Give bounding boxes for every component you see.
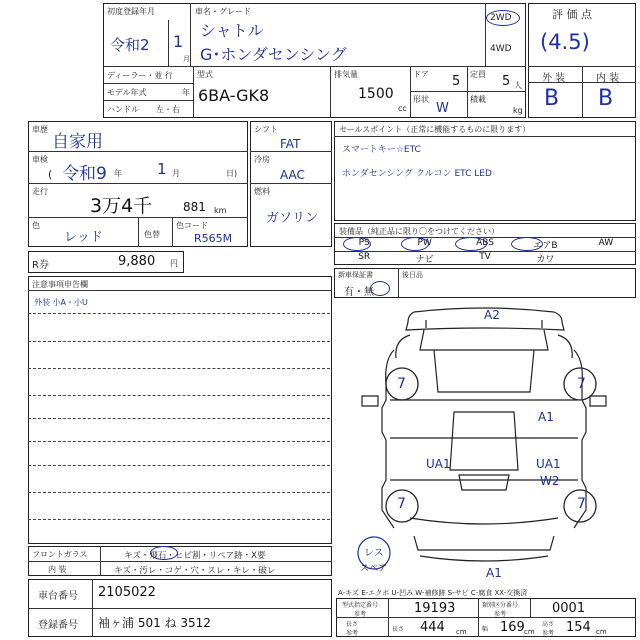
damage-legend: A-キズ E-エクボ U-凹み W-補修跡 S-サビ C-腐食 XX-交換済 bbox=[338, 589, 528, 597]
grade-title: 評 価 点 bbox=[552, 8, 592, 21]
fuel-value: ガソリン bbox=[266, 211, 319, 226]
model-year-unit: 年 bbox=[182, 88, 190, 97]
interior-label: 内 装 bbox=[596, 73, 620, 84]
mark-wheel-fl: 7 bbox=[397, 376, 406, 392]
first-reg-label: 初度登録年月 bbox=[107, 7, 155, 16]
usage-label: 車歴 bbox=[32, 125, 48, 134]
grade-score: (4.5) bbox=[540, 30, 590, 54]
handle-lr: 左・右 bbox=[156, 105, 180, 114]
sales-points-line2: ホンダセンシング クルコン ETC LED bbox=[342, 169, 492, 179]
fuel-label: 燃料 bbox=[254, 187, 270, 196]
recycle-label: R券 bbox=[32, 260, 49, 271]
interior-condition-label: 内 装 bbox=[48, 565, 67, 574]
first-reg-month-unit: 月 bbox=[183, 55, 190, 63]
height-cm: cm bbox=[596, 628, 607, 636]
length-cm: cm bbox=[456, 628, 467, 636]
equipment-airbag: エアB bbox=[533, 241, 558, 251]
capacity-unit: 人 bbox=[514, 81, 522, 90]
shape-value: W bbox=[436, 101, 449, 116]
width-value: 169 bbox=[500, 620, 525, 635]
inspection-year-unit: 年 bbox=[114, 169, 122, 178]
paint-label: 色替 bbox=[144, 230, 160, 239]
sales-points-title: セールスポイント（正常に機能するものに限ります） bbox=[339, 125, 531, 134]
warranty-value: 有・無 bbox=[344, 287, 374, 298]
car-name: シャトル bbox=[200, 21, 264, 40]
chassis-label: 車台番号 bbox=[38, 591, 78, 602]
capacity-label: 定員 bbox=[470, 70, 486, 79]
length-ref: 参考 bbox=[346, 630, 359, 637]
first-reg-month: 1 bbox=[173, 32, 184, 51]
height-label: 高さ bbox=[542, 621, 555, 628]
mark-right-rear: W2 bbox=[540, 474, 560, 488]
category-no-label: 類別区分番号 bbox=[482, 602, 519, 609]
airbag-circle bbox=[511, 237, 543, 251]
equipment-ps: PS bbox=[358, 238, 370, 248]
car-grade: G･ホンダセンシング bbox=[200, 45, 347, 64]
height-value: 154 bbox=[566, 620, 591, 635]
exterior-label: 外 装 bbox=[542, 73, 566, 84]
equipment-title: 装備品（純正品に限り〇をつけてください） bbox=[339, 227, 499, 236]
spare-label: スペア bbox=[360, 564, 388, 574]
color-code-label: 色コード bbox=[176, 221, 208, 230]
mark-wheel-fr: 7 bbox=[577, 376, 586, 392]
equipment-leather: カワ bbox=[536, 255, 555, 265]
color-value: レッド bbox=[64, 230, 103, 245]
model-label: 型式 bbox=[197, 70, 213, 79]
equipment-tv: TV bbox=[479, 252, 491, 262]
category-no-value: 0001 bbox=[552, 601, 586, 616]
inspection-day-unit: 日) bbox=[226, 169, 238, 178]
equipment-aw: AW bbox=[598, 238, 614, 248]
mark-roof: A2 bbox=[484, 308, 500, 322]
handle-label: ハンドル bbox=[107, 105, 139, 114]
interior-condition-options: キズ・汚レ・コゲ・穴・スレ・キレ・破レ bbox=[114, 566, 276, 576]
exterior-value: B bbox=[544, 86, 560, 111]
model-year-label: モデル年式 bbox=[107, 88, 147, 97]
category-no-ref: 参考 bbox=[494, 611, 507, 618]
model-no-value: 19193 bbox=[414, 601, 456, 616]
model-no-label: 型式指定番号 bbox=[342, 602, 379, 609]
first-reg-era: 令和2 bbox=[110, 36, 150, 54]
mark-right-side: UA1 bbox=[536, 457, 561, 471]
equipment-abs: ABS bbox=[476, 238, 494, 248]
length-label: 長さ bbox=[346, 621, 359, 628]
spare-mark: レス bbox=[364, 548, 384, 559]
door-label: ドア bbox=[413, 70, 429, 79]
plate-value: 袖ヶ浦 501 ね 3512 bbox=[98, 616, 211, 630]
recycle-section bbox=[28, 251, 184, 273]
length-unit-label: 長さ bbox=[392, 626, 405, 633]
ac-label: 冷房 bbox=[254, 155, 270, 164]
inspection-month-unit: 月 bbox=[172, 169, 180, 178]
warranty-none-circle bbox=[370, 281, 390, 296]
ac-value: AAC bbox=[280, 168, 305, 182]
notes-title: 注意事項申告欄 bbox=[32, 280, 88, 289]
equipment-navi: ナビ bbox=[415, 255, 434, 265]
mark-wheel-rl: 7 bbox=[397, 496, 406, 512]
width-label: 幅 bbox=[482, 626, 489, 633]
equipment-row2 bbox=[334, 252, 636, 265]
warranty-label: 新車保証書 bbox=[338, 271, 373, 279]
inspection-label: 車検 bbox=[32, 155, 48, 164]
width-cm: cm bbox=[524, 628, 535, 636]
ps-circle bbox=[343, 237, 371, 251]
plate-label: 登録番号 bbox=[38, 620, 78, 631]
inspection-paren: ( bbox=[48, 168, 53, 181]
recycle-value: 9,880 bbox=[118, 254, 156, 269]
sales-points-line1: スマートキー☆ETC bbox=[342, 145, 421, 155]
load-unit: kg bbox=[513, 106, 523, 115]
mileage-unit: km bbox=[214, 206, 227, 215]
color-code-value: R565M bbox=[194, 232, 233, 245]
mileage-label: 走行 bbox=[32, 187, 48, 196]
mark-wheel-rr: 7 bbox=[577, 496, 586, 512]
equipment-sr: SR bbox=[358, 252, 371, 262]
inspection-era: 令和9 bbox=[62, 164, 107, 184]
displacement-value: 1500 bbox=[358, 86, 394, 102]
model-no-ref: 参考 bbox=[354, 611, 367, 618]
mileage-exact: 881 bbox=[183, 200, 206, 214]
door-value: 5 bbox=[452, 74, 461, 89]
shift-label: シフト bbox=[254, 125, 278, 134]
abs-circle bbox=[455, 237, 487, 251]
equipment-pw: PW bbox=[417, 238, 432, 248]
pw-circle bbox=[401, 237, 429, 251]
name-grade-label: 車名・グレード bbox=[195, 7, 251, 16]
displacement-label: 排気量 bbox=[334, 70, 358, 79]
shift-value: FAT bbox=[280, 137, 301, 151]
chip-circle bbox=[150, 546, 178, 560]
chassis-value: 2105022 bbox=[98, 585, 156, 600]
height-ref: 参考 bbox=[542, 630, 555, 637]
car-diagram bbox=[334, 300, 636, 582]
front-glass-options: キズ・飛石・ヒビ割・リペア跡・X要 bbox=[124, 551, 266, 561]
dealer-label: ディーラー・並 行 bbox=[107, 71, 173, 80]
capacity-value: 5 bbox=[502, 74, 511, 89]
mark-right-door: A1 bbox=[538, 410, 554, 424]
inspection-month: 1 bbox=[157, 160, 167, 178]
usage-value: 自家用 bbox=[52, 132, 103, 152]
mark-left-side: UA1 bbox=[426, 457, 451, 471]
length-value: 444 bbox=[420, 620, 445, 635]
color-label: 色 bbox=[32, 221, 40, 230]
aftermarket-label: 後日品 bbox=[402, 271, 423, 279]
mileage-value: 3万4千 bbox=[90, 195, 153, 217]
interior-value: B bbox=[598, 86, 614, 111]
drive-2wd: 2WD bbox=[490, 13, 512, 23]
front-glass-label: フロントガラス bbox=[32, 550, 88, 559]
model-value: 6BA-GK8 bbox=[198, 86, 270, 105]
mark-rear: A1 bbox=[486, 566, 502, 580]
load-label: 積載 bbox=[470, 95, 486, 104]
displacement-unit: cc bbox=[398, 104, 407, 113]
notes-line1: 外装 小A・小U bbox=[34, 298, 88, 307]
notes-section bbox=[28, 276, 332, 544]
shape-label: 形状 bbox=[413, 95, 429, 104]
drive-4wd: 4WD bbox=[490, 44, 512, 54]
recycle-unit: 円 bbox=[170, 259, 178, 268]
